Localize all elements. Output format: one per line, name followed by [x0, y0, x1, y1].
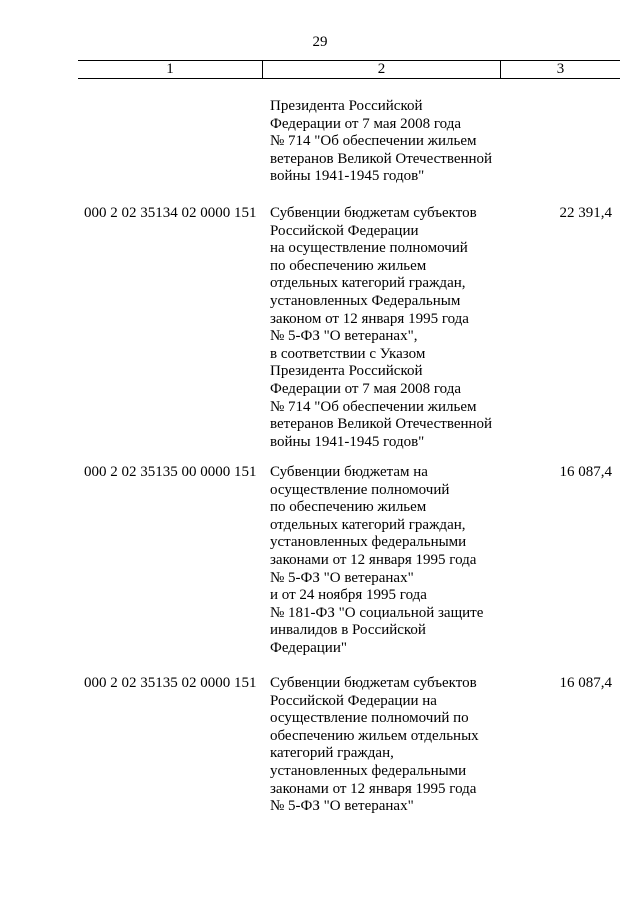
description-line: Президента Российской	[270, 98, 423, 114]
description-line: обеспечению жильем отдельных	[270, 727, 479, 744]
row-description	[270, 98, 510, 186]
description-line: Субвенции бюджетам субъектов	[270, 205, 477, 221]
amount: 16 087,4	[559, 675, 612, 691]
description-line: № 5-ФЗ "О ветеранах",	[270, 328, 418, 345]
budget-code: 000 2 02 35134 02 0000 151	[84, 205, 257, 221]
header-col-2: 2	[263, 61, 501, 78]
description-line: установленных федеральными	[270, 762, 467, 779]
page-number: 29	[312, 34, 328, 50]
description-line: отдельных категорий граждан,	[270, 516, 466, 533]
description-line: Федерации от 7 мая 2008 года	[270, 380, 462, 397]
row-description	[270, 205, 510, 451]
description-line: № 5-ФЗ "О ветеранах"	[270, 798, 414, 815]
budget-code: 000 2 02 35135 02 0000 151	[84, 675, 257, 691]
description-line: и от 24 ноября 1995 года	[270, 587, 427, 604]
row-description	[270, 464, 510, 658]
header-col-3: 3	[556, 61, 565, 77]
description-line: осуществление полномочий	[270, 481, 450, 498]
description-line: Субвенции бюджетам субъектов	[270, 675, 477, 691]
description-line: отдельных категорий граждан,	[270, 275, 466, 292]
description-line: Российской Федерации на	[270, 692, 437, 709]
description-line: Федерации от 7 мая 2008 года	[270, 115, 462, 132]
description-line: Субвенции бюджетам на	[270, 464, 428, 480]
description-line: № 181-ФЗ "О социальной защите	[270, 604, 484, 621]
description-line: законами от 12 января 1995 года	[270, 551, 477, 568]
description-line: осуществление полномочий по	[270, 710, 469, 727]
description-line: установленных Федеральным	[270, 292, 461, 309]
amount: 22 391,4	[559, 205, 612, 221]
description-line: по обеспечению жильем	[270, 499, 427, 516]
description-line: войны 1941-1945 годов"	[270, 433, 425, 450]
description-line: Российской Федерации	[270, 222, 419, 239]
description-line: № 5-ФЗ "О ветеранах"	[270, 569, 414, 586]
description-line: категорий граждан,	[270, 745, 394, 762]
description-line: инвалидов в Российской	[270, 622, 426, 639]
description-line: в соответствии с Указом	[270, 345, 426, 362]
description-line: № 714 "Об обеспечении жильем	[270, 133, 477, 150]
header-col-1: 1	[78, 61, 263, 78]
description-line: Президента Российской	[270, 363, 423, 380]
budget-code: 000 2 02 35135 00 0000 151	[84, 464, 257, 480]
description-line: № 714 "Об обеспечении жильем	[270, 398, 477, 415]
description-line: войны 1941-1945 годов"	[270, 168, 425, 185]
description-line: законами от 12 января 1995 года	[270, 780, 477, 797]
description-line: на осуществление полномочий	[270, 240, 468, 257]
description-line: ветеранов Великой Отечественной	[270, 416, 493, 433]
table-header	[78, 60, 620, 79]
description-line: Федерации"	[270, 639, 347, 656]
description-line: законом от 12 января 1995 года	[270, 310, 469, 327]
description-line: по обеспечению жильем	[270, 257, 427, 274]
description-line: ветеранов Великой Отечественной	[270, 150, 493, 167]
description-line: установленных федеральными	[270, 534, 467, 551]
row-description	[270, 675, 510, 816]
amount: 16 087,4	[559, 464, 612, 480]
